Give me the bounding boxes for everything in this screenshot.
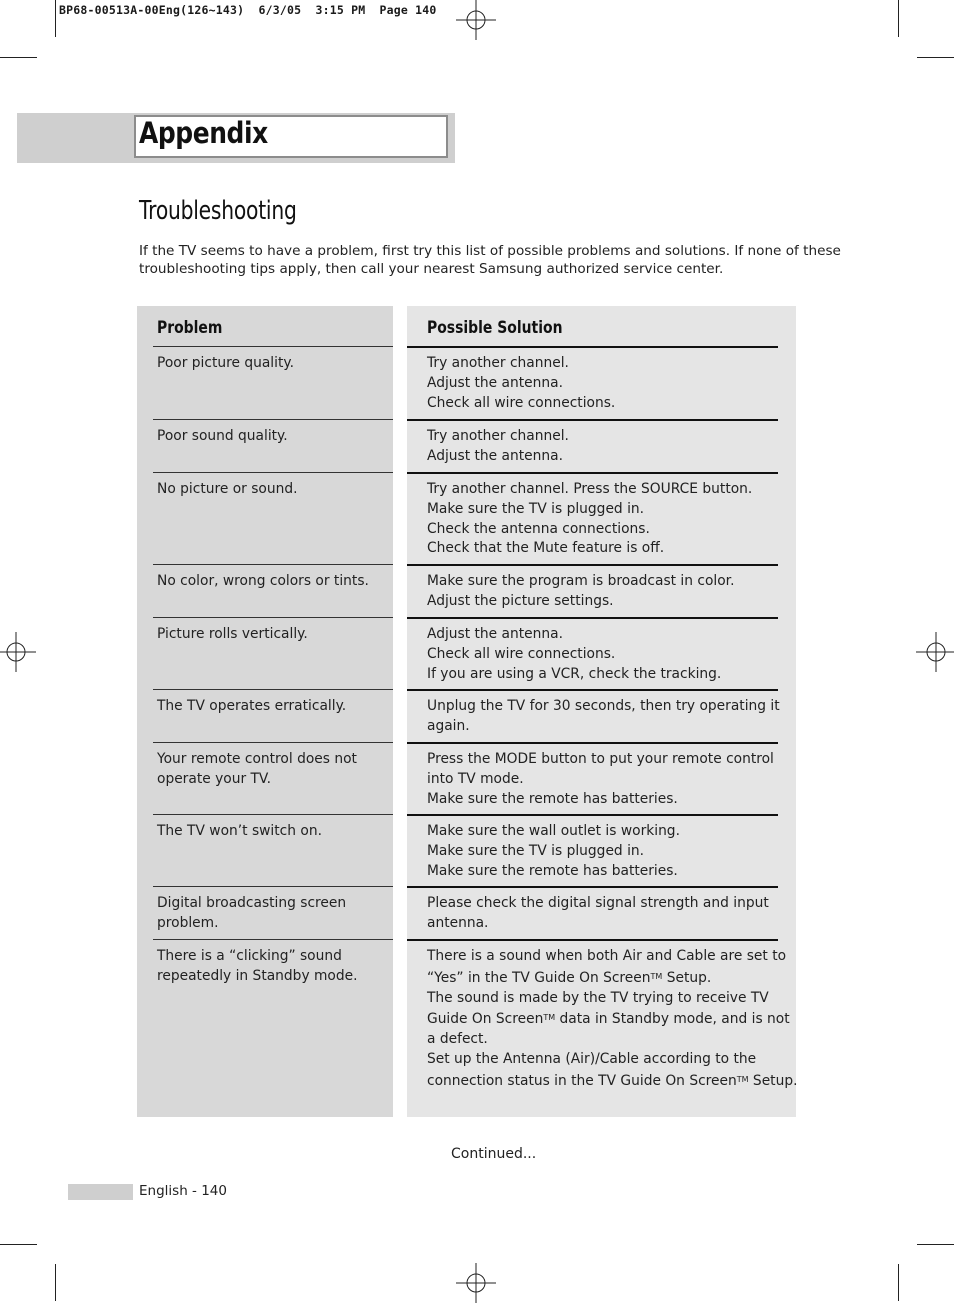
solution-cell-line: Adjust the antenna.: [427, 626, 563, 642]
crop-mark: [898, 1264, 899, 1301]
crop-mark: [898, 0, 899, 37]
problem-cell-line: Poor picture quality.: [157, 355, 294, 371]
solution-cell-line: Try another channel.: [427, 428, 569, 444]
row-divider-left: [153, 814, 393, 815]
row-divider-left: [153, 564, 393, 565]
solution-cell-line: Check the antenna connections.: [427, 520, 650, 537]
solution-cell-line: Check all wire connections.: [427, 394, 616, 411]
solution-cell-line: Adjust the antenna.: [427, 374, 563, 391]
continued-note: Continued...: [451, 1146, 537, 1162]
trademark-mark: TM: [650, 971, 663, 981]
problem-cell: [157, 894, 346, 934]
problem-cell: [157, 427, 288, 447]
problem-cell: [157, 947, 358, 987]
row-divider-left: [153, 472, 393, 473]
row-divider-left: [153, 617, 393, 618]
solution-cell-line: Check that the Mute feature is off.: [427, 540, 665, 557]
solution-cell: [427, 750, 774, 809]
solution-cell-line: There is a sound when both Air and Cable are set to: [427, 948, 787, 964]
problem-cell: [157, 697, 346, 717]
solution-cell: [427, 427, 569, 467]
solution-cell: [427, 572, 734, 612]
solution-cell-line: Try another channel. Press the SOURCE button.: [427, 481, 753, 497]
problem-cell-line: Your remote control does not: [157, 751, 357, 767]
solution-cell-line: Unplug the TV for 30 seconds, then try operating it: [427, 698, 780, 714]
solution-cell-line: “Yes” in the TV Guide On Screen™ Setup.: [427, 969, 712, 986]
problem-cell-line: Picture rolls vertically.: [157, 626, 308, 642]
solution-cell-line: Adjust the picture settings.: [427, 592, 614, 609]
intro-line: If the TV seems to have a problem, first try this list of possible problems and solutions. If none of these: [139, 243, 841, 259]
solution-cell: [427, 354, 615, 413]
header-solution: Possible Solution: [427, 318, 563, 338]
solution-cell-line: antenna.: [427, 914, 489, 931]
solution-cell-line: Make sure the TV is plugged in.: [427, 500, 645, 517]
solution-cell-line: Make sure the program is broadcast in color.: [427, 573, 735, 589]
problem-cell: [157, 750, 357, 790]
solution-cell: [427, 947, 797, 1092]
banner-title: Appendix: [139, 116, 268, 150]
section-title: Troubleshooting: [139, 196, 297, 226]
row-divider-left: [153, 419, 393, 420]
solution-cell-line: connection status in the TV Guide On Screen™ Setup.: [427, 1072, 798, 1089]
problem-cell-line: The TV operates erratically.: [157, 698, 347, 714]
solution-cell-line: Please check the digital signal strength and input: [427, 895, 769, 911]
problem-cell-line: Digital broadcasting screen: [157, 895, 347, 911]
solution-cell-line: Press the MODE button to put your remote control: [427, 751, 774, 767]
solution-cell: [427, 822, 680, 881]
crop-mark: [917, 57, 954, 58]
row-divider-left: [153, 886, 393, 887]
solution-cell-line: Make sure the remote has batteries.: [427, 862, 678, 879]
crop-mark: [917, 1244, 954, 1245]
solution-cell: [427, 625, 721, 684]
solution-cell-line: Try another channel.: [427, 355, 569, 371]
trademark-mark: TM: [543, 1013, 556, 1023]
intro-paragraph: [139, 242, 841, 278]
row-divider-left: [153, 689, 393, 690]
print-slug: BP68-00513A-00Eng(126~143) 6/3/05 3:15 PM Page 140: [59, 3, 437, 17]
problem-cell-line: repeatedly in Standby mode.: [157, 967, 358, 984]
registration-mark-icon: [456, 1263, 496, 1303]
header-problem: Problem: [157, 318, 223, 338]
row-divider-right: [407, 742, 778, 744]
page-number: English - 140: [139, 1183, 227, 1199]
row-divider-right: [407, 886, 778, 888]
row-divider-left: [153, 742, 393, 743]
crop-mark: [55, 0, 56, 37]
solution-cell-line: into TV mode.: [427, 770, 524, 787]
crop-mark: [0, 1244, 37, 1245]
registration-mark-icon: [0, 632, 36, 672]
trademark-mark: TM: [736, 1074, 749, 1084]
solution-cell-line: The sound is made by the TV trying to receive TV: [427, 989, 769, 1006]
crop-mark: [0, 57, 37, 58]
problem-cell-line: operate your TV.: [157, 770, 271, 787]
solution-cell: [427, 894, 769, 934]
solution-cell: [427, 480, 752, 559]
row-divider-right: [407, 814, 778, 816]
problem-cell-line: There is a “clicking” sound: [157, 948, 342, 964]
solution-cell-line: Set up the Antenna (Air)/Cable according to the: [427, 1050, 757, 1067]
header-rule-right: [407, 346, 778, 348]
problem-cell: [157, 354, 294, 374]
solution-cell-line: a defect.: [427, 1031, 488, 1048]
row-divider-right: [407, 419, 778, 421]
footer-bar: [68, 1184, 133, 1200]
problem-cell: [157, 480, 297, 500]
row-divider-right: [407, 939, 778, 941]
row-divider-right: [407, 617, 778, 619]
crop-mark: [55, 1264, 56, 1301]
problem-cell: [157, 822, 322, 842]
solution-cell-line: If you are using a VCR, check the tracking.: [427, 665, 722, 682]
problem-cell-line: No color, wrong colors or tints.: [157, 573, 369, 589]
solution-cell-line: Guide On Screen™ data in Standby mode, and is not: [427, 1011, 790, 1028]
problem-cell-line: problem.: [157, 914, 219, 931]
solution-cell-line: Adjust the antenna.: [427, 447, 563, 464]
problem-cell: [157, 625, 308, 645]
registration-mark-icon: [916, 632, 954, 672]
row-divider-right: [407, 564, 778, 566]
problem-cell-line: Poor sound quality.: [157, 428, 288, 444]
row-divider-right: [407, 689, 778, 691]
problem-cell: [157, 572, 369, 592]
header-rule-left: [153, 346, 393, 347]
solution-cell-line: Make sure the remote has batteries.: [427, 790, 678, 807]
solution-cell-line: Make sure the wall outlet is working.: [427, 823, 680, 839]
registration-mark-icon: [456, 0, 496, 40]
intro-line: troubleshooting tips apply, then call your nearest Samsung authorized service center.: [139, 261, 724, 277]
problem-cell-line: No picture or sound.: [157, 481, 298, 497]
solution-cell-line: Check all wire connections.: [427, 645, 616, 662]
row-divider-right: [407, 472, 778, 474]
solution-cell: [427, 697, 780, 737]
solution-cell-line: Make sure the TV is plugged in.: [427, 842, 645, 859]
problem-cell-line: The TV won’t switch on.: [157, 823, 322, 839]
solution-cell-line: again.: [427, 717, 470, 734]
row-divider-left: [153, 939, 393, 940]
